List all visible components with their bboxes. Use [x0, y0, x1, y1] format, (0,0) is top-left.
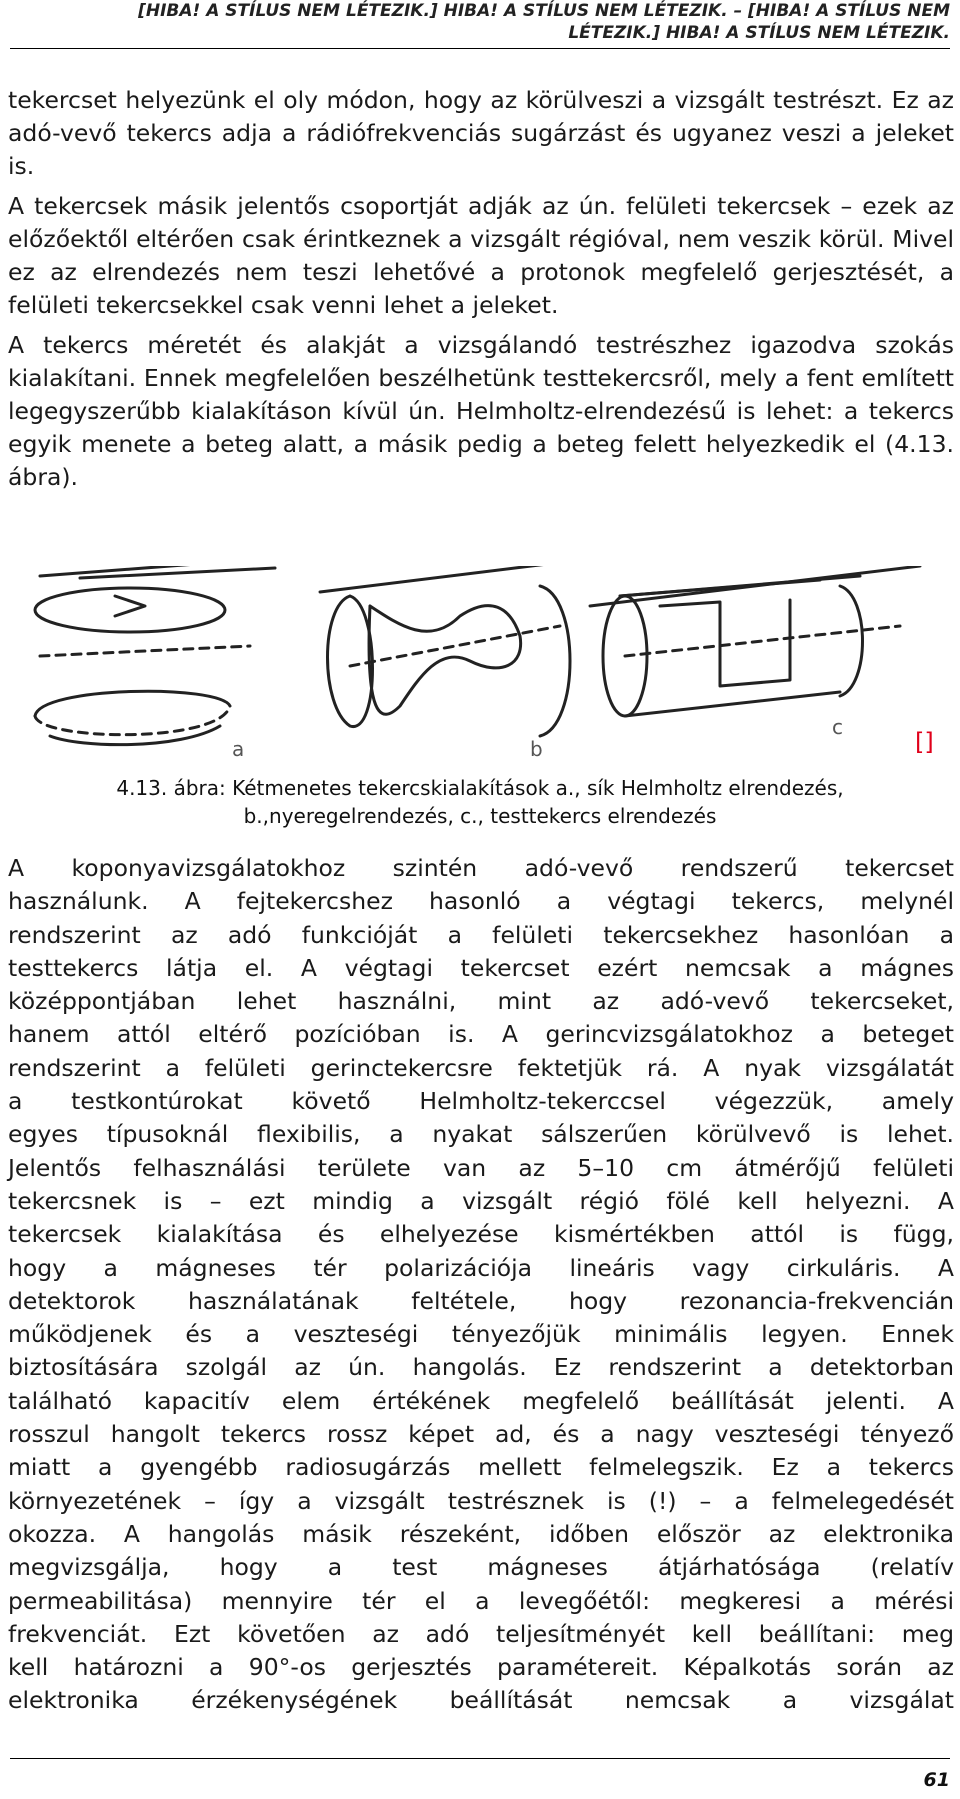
figure-label-a: a [232, 737, 245, 761]
text-line: detektorok használatának feltétele, hogy rezonancia-frekvencián [8, 1286, 954, 1315]
text-line: egyes típusoknál flexibilis, a nyakat sálszerűen körülvevő is lehet. [8, 1120, 954, 1149]
paragraph: A tekercsek másik jelentős csoportját adják az ún. felületi tekercsek – ezek az előzőektől eltérően csak érintkeznek a vizsgált régióval, nem veszik körül. Mivel ez az elrendezés nem teszi lehetővé a protonok megfelelő gerjesztését, a felületi tekercsekkel csak venni lehet a jeleket. [8, 192, 954, 319]
body-text-top [8, 84, 954, 494]
body-text-bottom [8, 852, 954, 1718]
text-line: Jelentős felhasználási területe van az 5–10 cm átmérőjű felületi [8, 1153, 954, 1182]
page-number: 61 [923, 1769, 950, 1791]
header-line-2: LÉTEZIK.] HIBA! A STÍLUS NEM LÉTEZIK. [568, 23, 950, 43]
text-line: középpontjában lehet használni, mint az adó-vevő tekercseket, [8, 987, 954, 1016]
text-line: működjenek és a veszteségi tényezőjük minimális legyen. Ennek [8, 1320, 954, 1349]
text-line: elektronika érzékenységének beállítását nemcsak a vizsgálat [8, 1686, 954, 1715]
helmholtz-coil-drawing [35, 566, 275, 761]
caption-line-1: 4.13. ábra: Kétmenetes tekercskialakítások a., sík Helmholtz elrendezés, [116, 776, 844, 800]
saddle-coil-drawing [320, 566, 580, 761]
text-line: rendszerint a felületi gerinctekercsre fektetjük rá. A nyak vizsgálatát [8, 1053, 954, 1082]
text-line: hogy a mágneses tér polarizációja lineáris vagy cirkuláris. A [8, 1253, 954, 1282]
figure-reference[interactable]: [] [915, 728, 934, 756]
text-line: használunk. A fejtekercshez hasonló a végtagi tekercs, melynél [8, 887, 954, 916]
body-coil-drawing [590, 566, 920, 739]
text-line: okozza. A hangolás másik részeként, időben először az elektronika [8, 1519, 954, 1548]
caption-line-2: b.,nyeregelrendezés, c., testtekercs elrendezés [243, 804, 717, 828]
text-line: biztosítására szolgál az ún. hangolás. Ez rendszerint a detektorban [8, 1353, 954, 1382]
text-line: miatt a gyengébb radiosugárzás mellett felmelegszik. Ez a tekercs [8, 1453, 954, 1482]
text-line: a testkontúrokat követő Helmholtz-tekerccsel végezzük, amely [8, 1087, 954, 1116]
text-line: tekercsek kialakítása és elhelyezése kismértékben attól is függ, [8, 1220, 954, 1249]
text-line: A koponyavizsgálatokhoz szintén adó-vevő rendszerű tekercset [8, 854, 954, 882]
text-line: permeabilitása) mennyire tér el a levegőétől: megkeresi a mérési [8, 1586, 954, 1615]
text-line: testtekercs látja el. A végtagi tekercset ezért nemcsak a mágnes [8, 953, 954, 982]
text-line: rendszerint az adó funkcióját a felületi tekercsekhez hasonlóan a [8, 920, 954, 949]
text-line: környezetének – így a vizsgált testrésznek is (!) – a felmelegedését [8, 1486, 954, 1515]
text-line: található kapacitív elem értékének megfelelő beállítását jelenti. A [8, 1386, 954, 1415]
figure-caption [60, 774, 900, 830]
figure-label-b: b [530, 737, 543, 761]
text-line: frekvenciát. Ezt követően az adó teljesítményét kell beállítani: meg [8, 1619, 954, 1648]
text-line: megvizsgálja, hogy a test mágneses átjárhatósága (relatív [8, 1553, 954, 1582]
page-header [10, 0, 950, 49]
paragraph: A tekercs méretét és alakját a vizsgálandó testrészhez igazodva szokás kialakítani. Ennek megfelelően beszélhetünk testtekercsről, mely a fent említett legegyszerűbb kialakításon kívül ún. Helmholtz-elrendezésű is lehet: a tekercs egyik menete a beteg alatt, a másik pedig a beteg felett helyezkedik el (4.13. ábra). [8, 331, 954, 491]
text-line: hanem attól eltérő pozícióban is. A gerincvizsgálatokhoz a beteget [8, 1020, 954, 1049]
text-line: rosszul hangolt tekercs rossz képet ad, és a nagy veszteségi tényező [8, 1420, 954, 1449]
header-line-1: [HIBA! A STÍLUS NEM LÉTEZIK.] HIBA! A STÍLUS NEM LÉTEZIK. – [HIBA! A STÍLUS NEM [138, 1, 950, 21]
figure-label-c: c [832, 715, 843, 739]
paragraph: tekercset helyezünk el oly módon, hogy az körülveszi a vizsgált testrészt. Ez az adó-vevő tekercs adja a rádiófrekvenciás sugárzást és ugyanez veszi a jeleket is. [8, 86, 954, 180]
text-line: tekercsnek is – ezt mindig a vizsgált régió fölé kell helyezni. A [8, 1186, 954, 1215]
coil-arrangements-figure [20, 566, 940, 766]
page-footer [10, 1758, 950, 1799]
text-line: kell határozni a 90°-os gerjesztés paramétereit. Képalkotás során az [8, 1653, 954, 1682]
